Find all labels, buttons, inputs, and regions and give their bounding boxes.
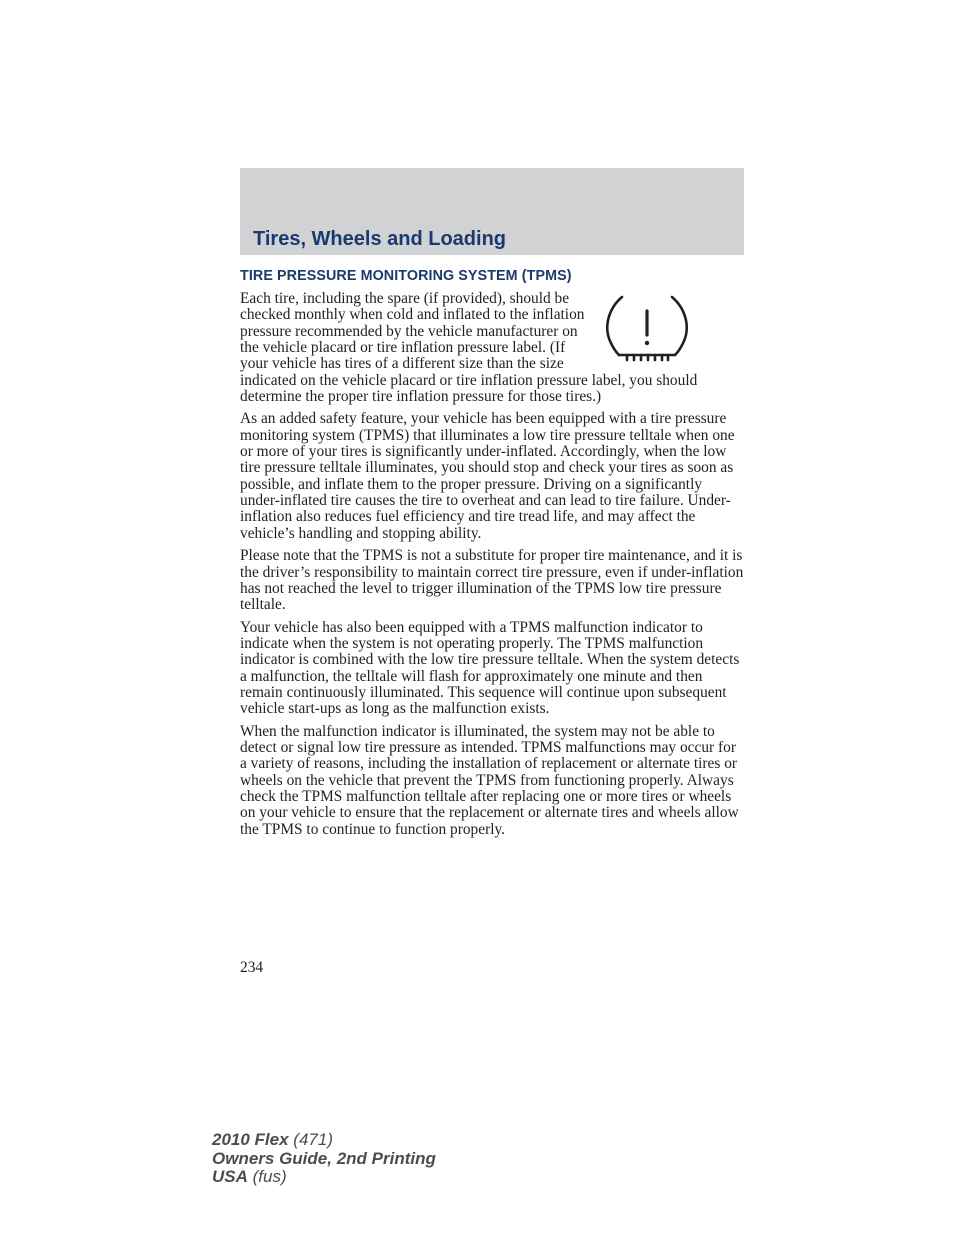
body-text xyxy=(240,291,745,844)
print-footer xyxy=(212,1131,436,1187)
footer-guide: Owners Guide, 2nd Printing xyxy=(212,1148,436,1168)
page-number: 234 xyxy=(240,959,264,976)
paragraph: When the malfunction indicator is illuminated, the system may not be able to detect or signal low tire pressure as intended. TPMS malfunctions may occur for a variety of reasons, including the installation of replacement or alternate tires or wheels on the vehicle that prevent the TPMS from functioning properly. Always check the TPMS malfunction telltale after replacing one or more tires or wheels on your vehicle to ensure that the replacement or alternate tires and wheels allow the TPMS to continue to function properly. xyxy=(240,722,739,838)
footer-model: 2010 Flex xyxy=(212,1130,289,1149)
footer-market-code: (fus) xyxy=(252,1167,287,1186)
paragraph: Your vehicle has also been equipped with a TPMS malfunction indicator to indicate when the system is not operating properly. The TPMS malfunction indicator is combined with the low tire pressure telltale. When the system detects a malfunction, the telltale will flash for approximately one minute and then remain continuously illuminated. This sequence will continue upon subsequent vehicle start-ups as long as the malfunction exists. xyxy=(240,618,740,718)
tpms-heading: TIRE PRESSURE MONITORING SYSTEM (TPMS) xyxy=(240,268,572,284)
footer-line-model xyxy=(212,1131,436,1150)
footer-line-market xyxy=(212,1168,436,1187)
paragraph: Each tire, including the spare (if provided), should be checked monthly when cold and inflated to the inflation pressure recommended by the vehicle manufacturer on the vehicle placard or tire inflation pressure label. (If your vehicle has tires of a different size than the size indicated on the vehicle placard or tire inflation pressure label, you should determine the proper tire inflation pressure for those tires.) xyxy=(240,290,698,406)
paragraph: As an added safety feature, your vehicle has been equipped with a tire pressure monitoring system (TPMS) that illuminates a low tire pressure telltale when one or more of your tires is significantly under-inflated. Accordingly, when the low tire pressure telltale illuminates, you should stop and check your tires as soon as possible, and inflate them to the proper pressure. Driving on a significantly under-inflated tire causes the tire to overheat and can lead to tire failure. Under-inflation also reduces fuel efficiency and tire tread life, and may affect the vehicle’s handling and stopping ability. xyxy=(240,410,735,542)
footer-model-code: (471) xyxy=(293,1130,333,1149)
footer-line-guide xyxy=(212,1150,436,1169)
paragraph: Please note that the TPMS is not a substitute for proper tire maintenance, and it is the driver’s responsibility to maintain correct tire pressure, even if under-inflation has not reached the level to trigger illumination of the TPMS low tire pressure telltale. xyxy=(240,547,744,614)
footer-market: USA xyxy=(212,1167,248,1186)
section-title: Tires, Wheels and Loading xyxy=(253,228,507,250)
tpms-warning-icon xyxy=(602,291,692,371)
